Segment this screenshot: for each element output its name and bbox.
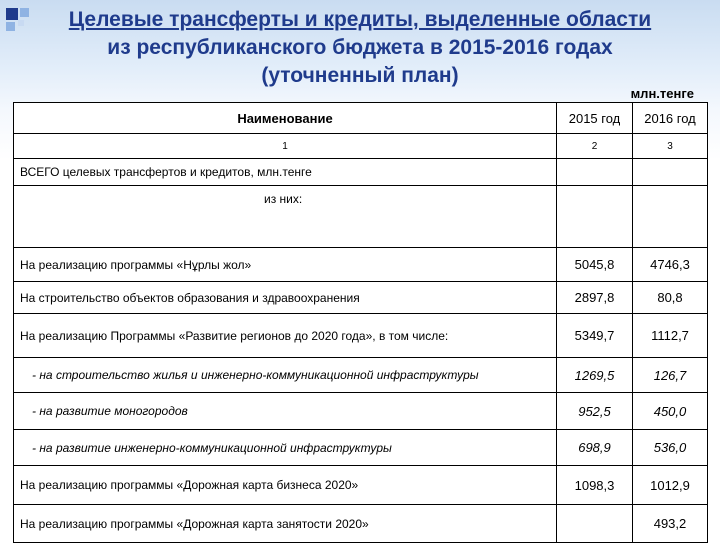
table-row [14, 393, 708, 430]
value-2015: 5349,7 [557, 314, 633, 358]
value-2015: 2897,8 [557, 282, 633, 314]
total-2015 [557, 159, 633, 186]
title-line-1: Целевые трансферты и кредиты, выделенные области [68, 8, 652, 31]
table-row [14, 505, 708, 543]
value-2015: 5045,8 [557, 248, 633, 282]
total-row [14, 159, 708, 186]
value-2016: 4746,3 [633, 248, 708, 282]
value-2016: 80,8 [633, 282, 708, 314]
row-label: На реализацию программы «Нұрлы жол» [14, 248, 557, 282]
row-label: На строительство объектов образования и здравоохранения [14, 282, 557, 314]
value-2015: 952,5 [557, 393, 633, 430]
table-row [14, 314, 708, 358]
value-2016: 1112,7 [633, 314, 708, 358]
total-label: ВСЕГО целевых трансфертов и кредитов, млн.тенге [14, 159, 557, 186]
total-2016 [633, 159, 708, 186]
header-2015: 2015 год [557, 103, 633, 134]
header-name: Наименование [14, 103, 557, 134]
value-2016: 536,0 [633, 430, 708, 466]
row-label: На реализацию Программы «Развитие регионов до 2020 года», в том числе: [14, 314, 557, 358]
table-row [14, 466, 708, 505]
table-row [14, 358, 708, 393]
index-col-2: 2 [557, 134, 633, 159]
value-2015: 1269,5 [557, 358, 633, 393]
value-2016: 493,2 [633, 505, 708, 543]
units-label: млн.тенге [630, 86, 694, 101]
title-line-3: (уточненный план) [261, 64, 459, 87]
value-2015: 698,9 [557, 430, 633, 466]
index-col-3: 3 [633, 134, 708, 159]
table-row [14, 430, 708, 466]
title-line-2: из республиканского бюджета в 2015-2016 годах [107, 36, 613, 59]
row-label: На реализацию программы «Дорожная карта бизнеса 2020» [14, 466, 557, 505]
column-index-row [14, 134, 708, 159]
row-label: - на развитие инженерно-коммуникационной инфраструктуры [14, 430, 557, 466]
slide-title [40, 6, 680, 90]
value-2015: 1098,3 [557, 466, 633, 505]
value-2016: 1012,9 [633, 466, 708, 505]
of-them-label: из них: [14, 186, 557, 248]
index-col-1: 1 [14, 134, 557, 159]
value-2016: 450,0 [633, 393, 708, 430]
row-label: - на развитие моногородов [14, 393, 557, 430]
of-them-row [14, 186, 708, 248]
transfers-table [13, 102, 708, 543]
row-label: На реализацию программы «Дорожная карта занятости 2020» [14, 505, 557, 543]
table-row [14, 282, 708, 314]
header-2016: 2016 год [633, 103, 708, 134]
table-row [14, 248, 708, 282]
value-2016: 126,7 [633, 358, 708, 393]
row-label: - на строительство жилья и инженерно-коммуникационной инфраструктуры [14, 358, 557, 393]
table-header-row [14, 103, 708, 134]
value-2015 [557, 505, 633, 543]
